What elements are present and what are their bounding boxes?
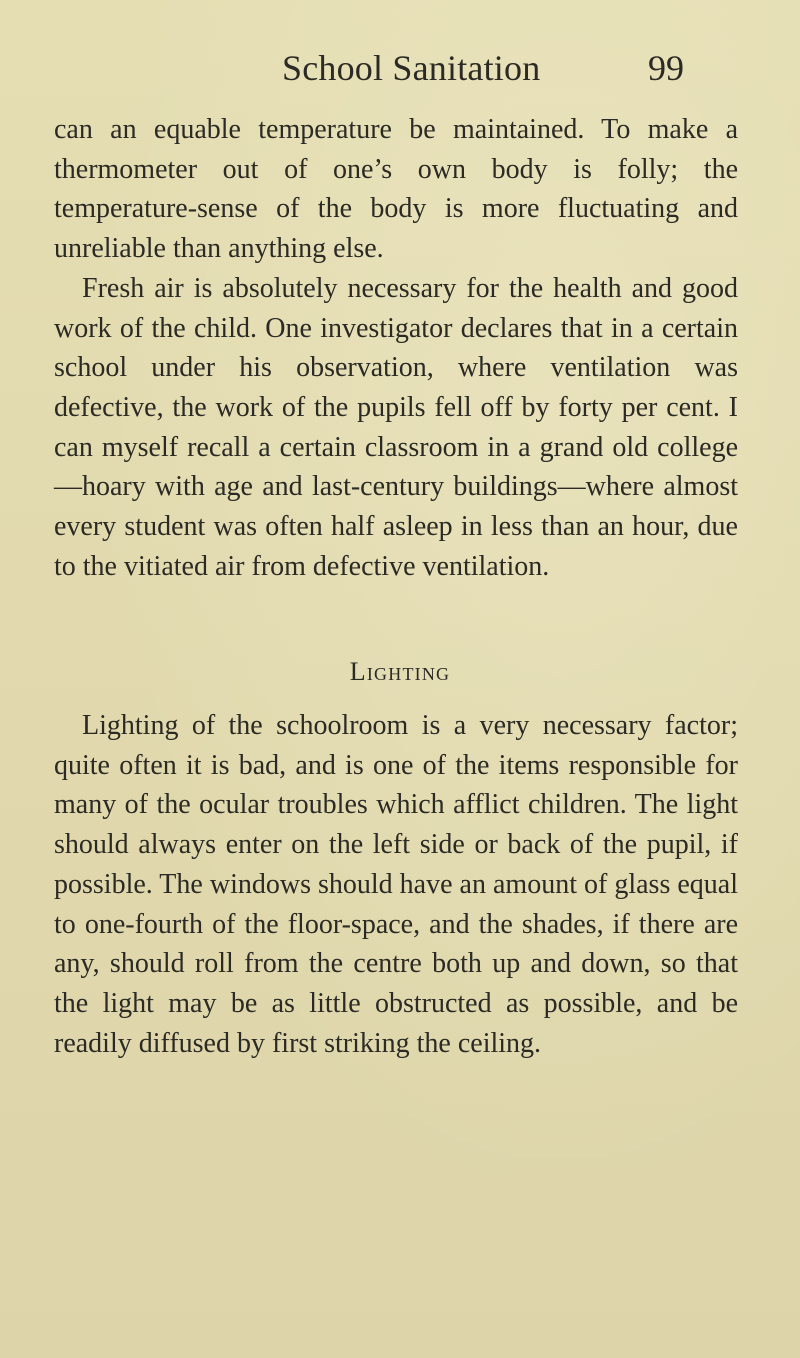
running-head: [282, 46, 722, 94]
paragraph-continuation: can an equable temperature be maintained. To make a thermometer out of one’s own body is folly; the temperature-sense of the body is more fluctuating and unreliable than anything else.: [54, 114, 738, 265]
paragraph-lighting: Lighting of the schoolroom is a very necessary factor; quite often it is bad, and is one of the items responsible for many of the ocular troubles which afflict children. The light should always enter on the left side or back of the pupil, if possible. The windows should have an amount of glass equal to one-fourth of the floor-space, and the shades, if there are any, should roll from the centre both up and down, so that the light may be as little obstructed as possible, and be readily diffused by first striking the ceiling.: [54, 710, 738, 1059]
page-number: 99: [648, 48, 684, 88]
section-heading: Lighting: [349, 657, 451, 686]
body-text-bottom: [54, 706, 738, 1063]
paragraph-fresh-air: Fresh air is absolutely necessary for the health and good work of the child. One investigator declares that in a certain school under his observation, where ventilation was defective, the work of the pupils fell off by forty per cent. I can myself recall a certain classroom in a grand old college—hoary with age and last-century buildings—where almost every student was often half asleep in less than an hour, due to the vitiated air from defective ventilation.: [54, 272, 738, 582]
running-title: School Sanitation: [282, 48, 541, 88]
body-text-top: [54, 110, 738, 586]
